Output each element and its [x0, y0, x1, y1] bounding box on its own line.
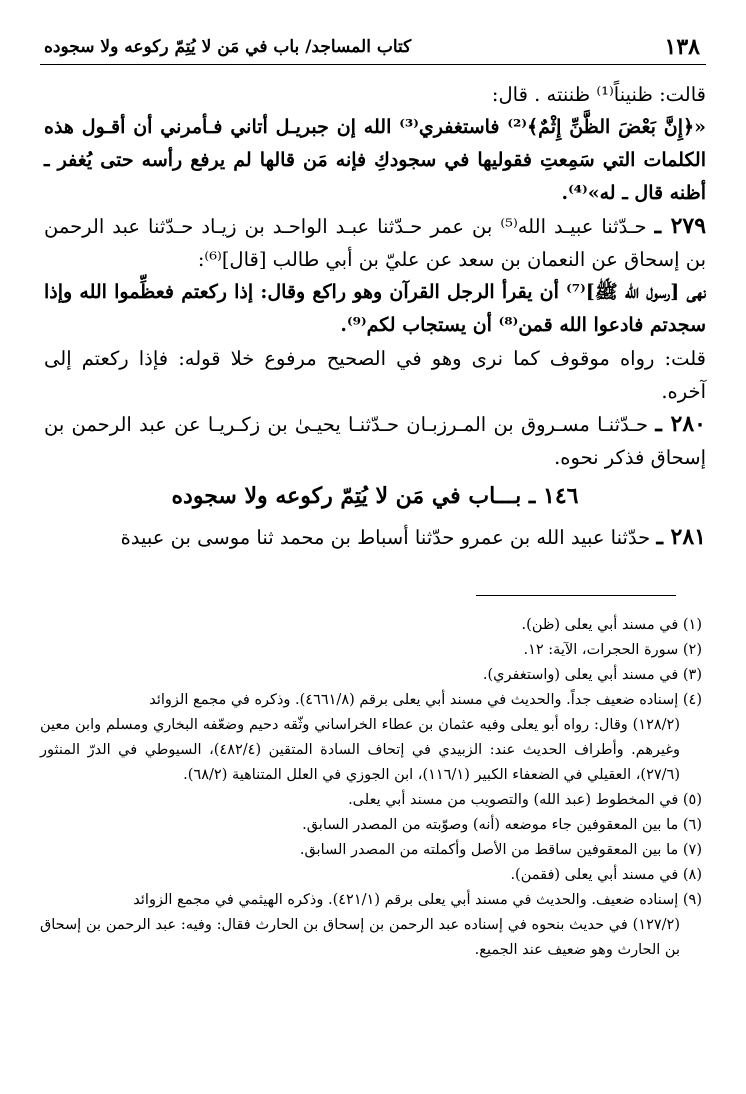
footnotes [40, 613, 702, 963]
hadith-text: حـدّثنـا مسـروق بن المـرزبـان حـدّثنـا يحيـىٰ بن زكـريـا عن عبد الرحمن بن إسحاق فذكر نحوه. [44, 413, 706, 469]
main-text [44, 78, 706, 554]
hadith-279 [44, 210, 706, 276]
running-title: كتاب المساجد/ باب في مَن لا يُتِمّ ركوعه ولا سجوده [44, 37, 412, 57]
hadith-number: ٢٧٩ ـ [654, 213, 707, 239]
hadith-text: حدّثنا عبيد الله بن عمرو حدّثنا أسباط بن محمد ثنا موسى بن عبيدة [120, 526, 651, 549]
page-number: ١٣٨ [664, 34, 700, 60]
chapter-heading: ١٤٦ ـ بـــاب في مَن لا يُتِمّ ركوعه ولا سجوده [171, 483, 579, 509]
footnote-item: (٤) إسناده ضعيف جداً. والحديث في مسند أبي يعلى برقم (٤٦٦١/٨). وذكره في مجمع الزوائد [149, 692, 702, 708]
paragraph-prohibition: نهى [رسول الله ﷺ]⁽⁷⁾ أن يقرأ الرجل القرآن وهو راكع وقال: إذا ركعتم فعظِّموا الله وإذا سجدتم فادعوا الله قمن⁽⁸⁾ أن يستجاب لكم⁽⁹⁾. [44, 281, 706, 336]
footnote-item: (٢) سورة الحجرات، الآية: ١٢. [523, 642, 702, 658]
footnote-continuation: (١٢٧/٢) في حديث بنحوه في إسناده عبد الرحمن بن إسحاق بن الحارث فقال: وفيه: عبد الرحمن بن إسحاق بن الحارث وهو ضعيف عند الجميع. [40, 917, 680, 958]
footnote-separator [476, 595, 676, 596]
hadith-text: حـدّثنا عبيـد الله⁽⁵⁾ بن عمر حـدّثنا عبـد الواحـد بن زيـاد حـدّثنا عبد الرحمن بن إسحاق عن النعمان بن سعد عن عليّ بن أبي طالب [قال]⁽⁶⁾: [44, 215, 706, 271]
footnote-item: (٨) في مسند أبي يعلى (فقمن). [510, 867, 702, 883]
footnote-item: (٦) ما بين المعقوفين جاء موضعه (أنه) وصوّبته من المصدر السابق. [302, 817, 702, 833]
paragraph-comment: قلت: رواه موقوف كما نرى وهو في الصحيح مرفوع خلا قوله: فإذا ركعتم إلى آخره. [44, 347, 706, 403]
hadith-281 [44, 521, 706, 554]
footnote-item: (٧) ما بين المعقوفين ساقط من الأصل وأكملته من المصدر السابق. [299, 842, 702, 858]
footnote-item: (٣) في مسند أبي يعلى (واستغفري). [482, 667, 702, 683]
footnote-item: (٩) إسناده ضعيف. والحديث في مسند أبي يعلى برقم (٤٢١/١). وذكره الهيثمي في مجمع الزوائد [133, 892, 702, 908]
running-header [40, 32, 706, 65]
hadith-number: ٢٨١ ـ [656, 524, 706, 550]
footnote-item: (١) في مسند أبي يعلى (ظن). [521, 617, 702, 633]
hadith-280 [44, 408, 706, 474]
footnote-continuation: (١٢٨/٢) وقال: رواه أبو يعلى وفيه عثمان بن عطاء الخراساني وثّقه دحيم وضعّفه البخاري ومسلم وابن معين وغيرهم. وأطراف الحديث عند: الزبيدي في إتحاف السادة المتقين (٤٨٢/٤)، السيوطي في الدرّ المنثور (٢٧/٦)، العقيلي في الضعفاء الكبير (١١٦/١)، ابن الجوزي في العلل المتناهية (٦٨/٢). [40, 717, 680, 783]
paragraph-said: قالت: ظنيناً⁽¹⁾ ظننته . قال: [491, 83, 706, 106]
hadith-number: ٢٨٠ ـ [655, 411, 706, 437]
paragraph-hadith-quote: «﴿إِنَّ بَعْضَ الظَّنِّ إِثْمٌ﴾⁽²⁾ فاستغفري⁽³⁾ الله إن جبريـل أتاني فـأمرني أن أقـول هذه الكلمات التي سَمِعتِ فقوليها في سجودكِ فإنه مَن قالها لم يرفع رأسه حتى يُغفر ـ أظنه قال ـ له»⁽⁴⁾. [44, 116, 706, 204]
footnote-item: (٥) في المخطوط (عبد الله) والتصويب من مسند أبي يعلى. [348, 792, 702, 808]
